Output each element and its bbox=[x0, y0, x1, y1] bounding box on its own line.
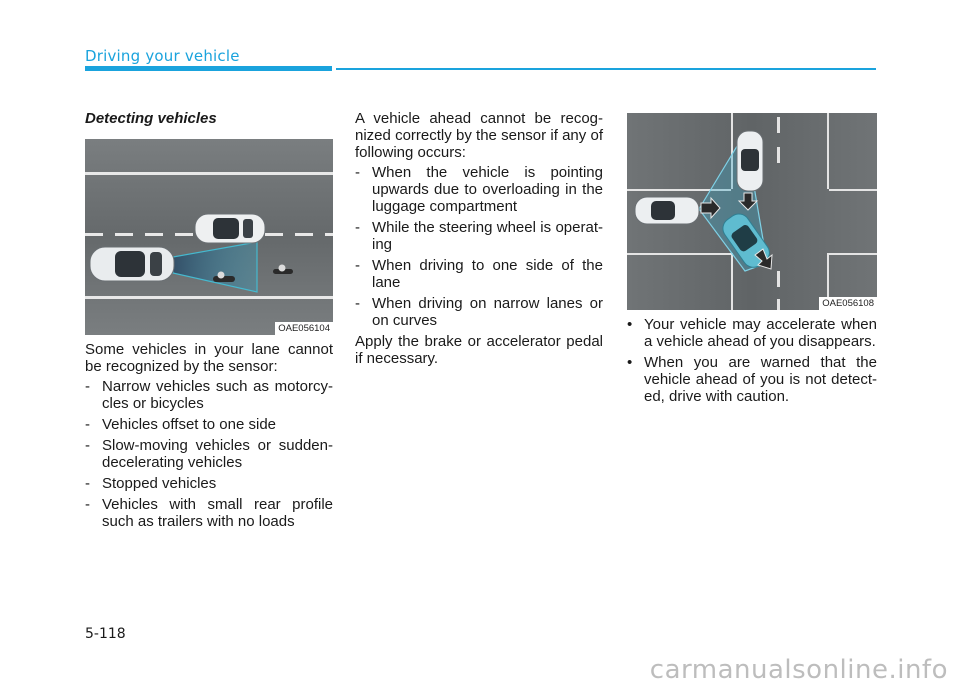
section-title: Driving your vehicle bbox=[85, 47, 240, 65]
road-illustration bbox=[85, 139, 333, 335]
list-item: - Vehicles offset to one side bbox=[85, 416, 277, 433]
right-column-text bbox=[627, 316, 877, 409]
list-item: - Slow-moving vehicles or sudden-decelerating vehicles bbox=[85, 437, 333, 471]
right-bullet-list bbox=[627, 316, 877, 405]
left-list bbox=[85, 378, 333, 530]
list-item: - Narrow vehicles such as motorcy-cles or bicycles bbox=[85, 378, 333, 412]
left-column-text bbox=[85, 341, 333, 534]
figure-code: OAE056104 bbox=[275, 322, 333, 335]
middle-column-text bbox=[355, 110, 603, 370]
middle-closing: Apply the brake or accelerator pedal if necessary. bbox=[355, 333, 603, 367]
list-item: - Vehicles with small rear profile such as trailers with no loads bbox=[85, 496, 333, 530]
header-rule-thin bbox=[336, 68, 876, 70]
list-item: • Your vehicle may accelerate when a vehicle ahead of you disappears. bbox=[627, 316, 877, 350]
header-rule-thick bbox=[85, 66, 332, 71]
oncoming-car-icon bbox=[737, 131, 763, 191]
list-item: - When driving to one side of the lane bbox=[355, 257, 603, 291]
lead-car-icon bbox=[195, 214, 265, 243]
list-item: - Stopped vehicles bbox=[85, 475, 217, 492]
lane-edge-top bbox=[85, 172, 333, 175]
middle-intro: A vehicle ahead cannot be recog-nized correctly by the sensor if any of following occurs: bbox=[355, 110, 603, 161]
detecting-vehicles-heading: Detecting vehicles bbox=[85, 110, 217, 127]
figure-code: OAE056108 bbox=[819, 297, 877, 310]
ego-car-icon bbox=[635, 197, 699, 224]
list-item: - While the steering wheel is operat-ing bbox=[355, 219, 603, 253]
left-intro: Some vehicles in your lane cannot be recognized by the sensor: bbox=[85, 341, 333, 375]
ego-car-icon bbox=[90, 247, 174, 281]
intersection-figure bbox=[627, 113, 877, 310]
intersection-illustration bbox=[627, 113, 877, 310]
middle-list bbox=[355, 164, 603, 329]
list-item: - When driving on narrow lanes or on curves bbox=[355, 295, 603, 329]
sensor-detection-figure bbox=[85, 139, 333, 335]
page-number: 5-118 bbox=[85, 626, 126, 642]
watermark: carmanualsonline.info bbox=[649, 655, 948, 685]
list-item: • When you are warned that the vehicle ahead of you is not detect-ed, drive with caution. bbox=[627, 354, 877, 405]
list-item: - When the vehicle is pointing upwards due to overloading in the luggage compartment bbox=[355, 164, 603, 215]
lane-edge-bottom bbox=[85, 296, 333, 299]
